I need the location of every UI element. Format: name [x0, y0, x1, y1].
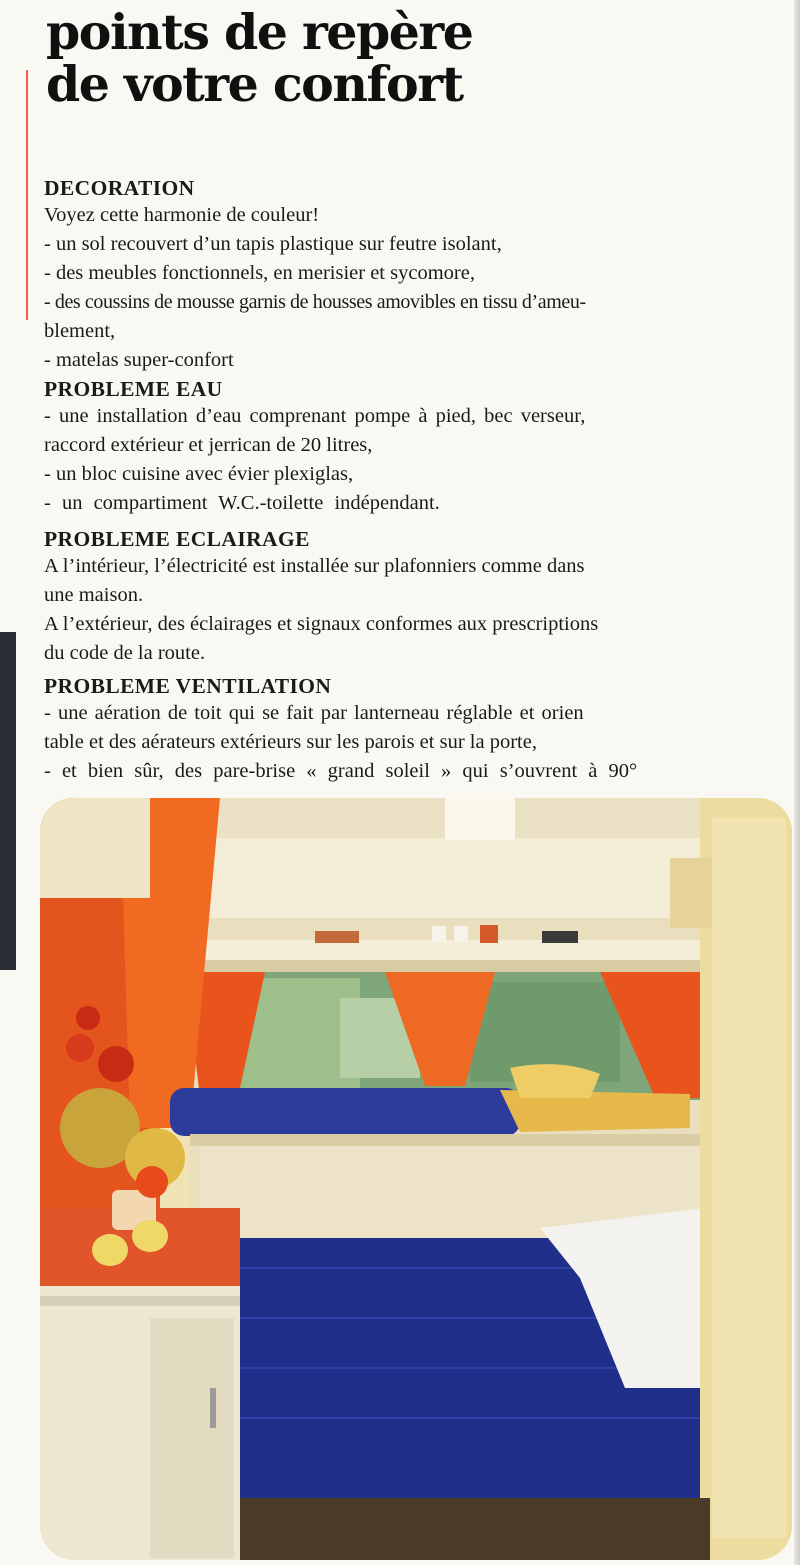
body-line: A l’intérieur, l’électricité est installée sur plafonniers comme dans — [44, 555, 585, 577]
body-line: A l’extérieur, des éclairages et signaux conformes aux prescriptions — [44, 613, 599, 635]
body-line: du code de la route. — [44, 642, 206, 664]
section-title: PROBLEME EAU — [44, 377, 223, 401]
section-ventilation — [44, 674, 796, 786]
body-line: - un bloc cuisine avec évier plexiglas, — [44, 463, 354, 485]
body-line: - un sol recouvert d’un tapis plastique sur feutre isolant, — [44, 233, 502, 255]
body-line: une maison. — [44, 584, 144, 606]
section-eau — [44, 377, 796, 518]
section-eclairage — [44, 527, 796, 668]
body-line: table et des aérateurs extérieurs sur les parois et sur la porte, — [44, 731, 537, 753]
section-decoration — [44, 176, 796, 375]
section-title: PROBLEME VENTILATION — [44, 674, 332, 698]
body-line: raccord extérieur et jerrican de 20 litres, — [44, 434, 373, 456]
binding-strip — [0, 632, 16, 970]
body-line: Voyez cette harmonie de couleur! — [44, 204, 320, 226]
body-line: - matelas super-confort — [44, 349, 234, 371]
section-title: PROBLEME ECLAIRAGE — [44, 527, 310, 551]
body-line: - des meubles fonctionnels, en merisier et sycomore, — [44, 262, 475, 284]
body-line: - un compartiment W.C.-toilette indépendant. — [44, 492, 440, 514]
caravan-interior-photo — [40, 798, 792, 1560]
body-line: blement, — [44, 320, 116, 342]
headline-line-2: de votre confort — [46, 55, 463, 113]
section-title: DECORATION — [44, 176, 195, 200]
body-line: - une installation d’eau comprenant pompe à pied, bec verseur, — [44, 405, 586, 427]
body-line: - et bien sûr, des pare-brise « grand soleil » qui s’ouvrent à 90° — [44, 760, 638, 782]
body-line: - une aération de toit qui se fait par lanterneau réglable et orien — [44, 702, 584, 724]
margin-rule — [26, 70, 28, 320]
headline-line-1: points de repère — [46, 3, 473, 61]
body-line: - des coussins de mousse garnis de housses amovibles en tissu d’ameu- — [44, 291, 586, 313]
page-headline — [46, 3, 473, 113]
